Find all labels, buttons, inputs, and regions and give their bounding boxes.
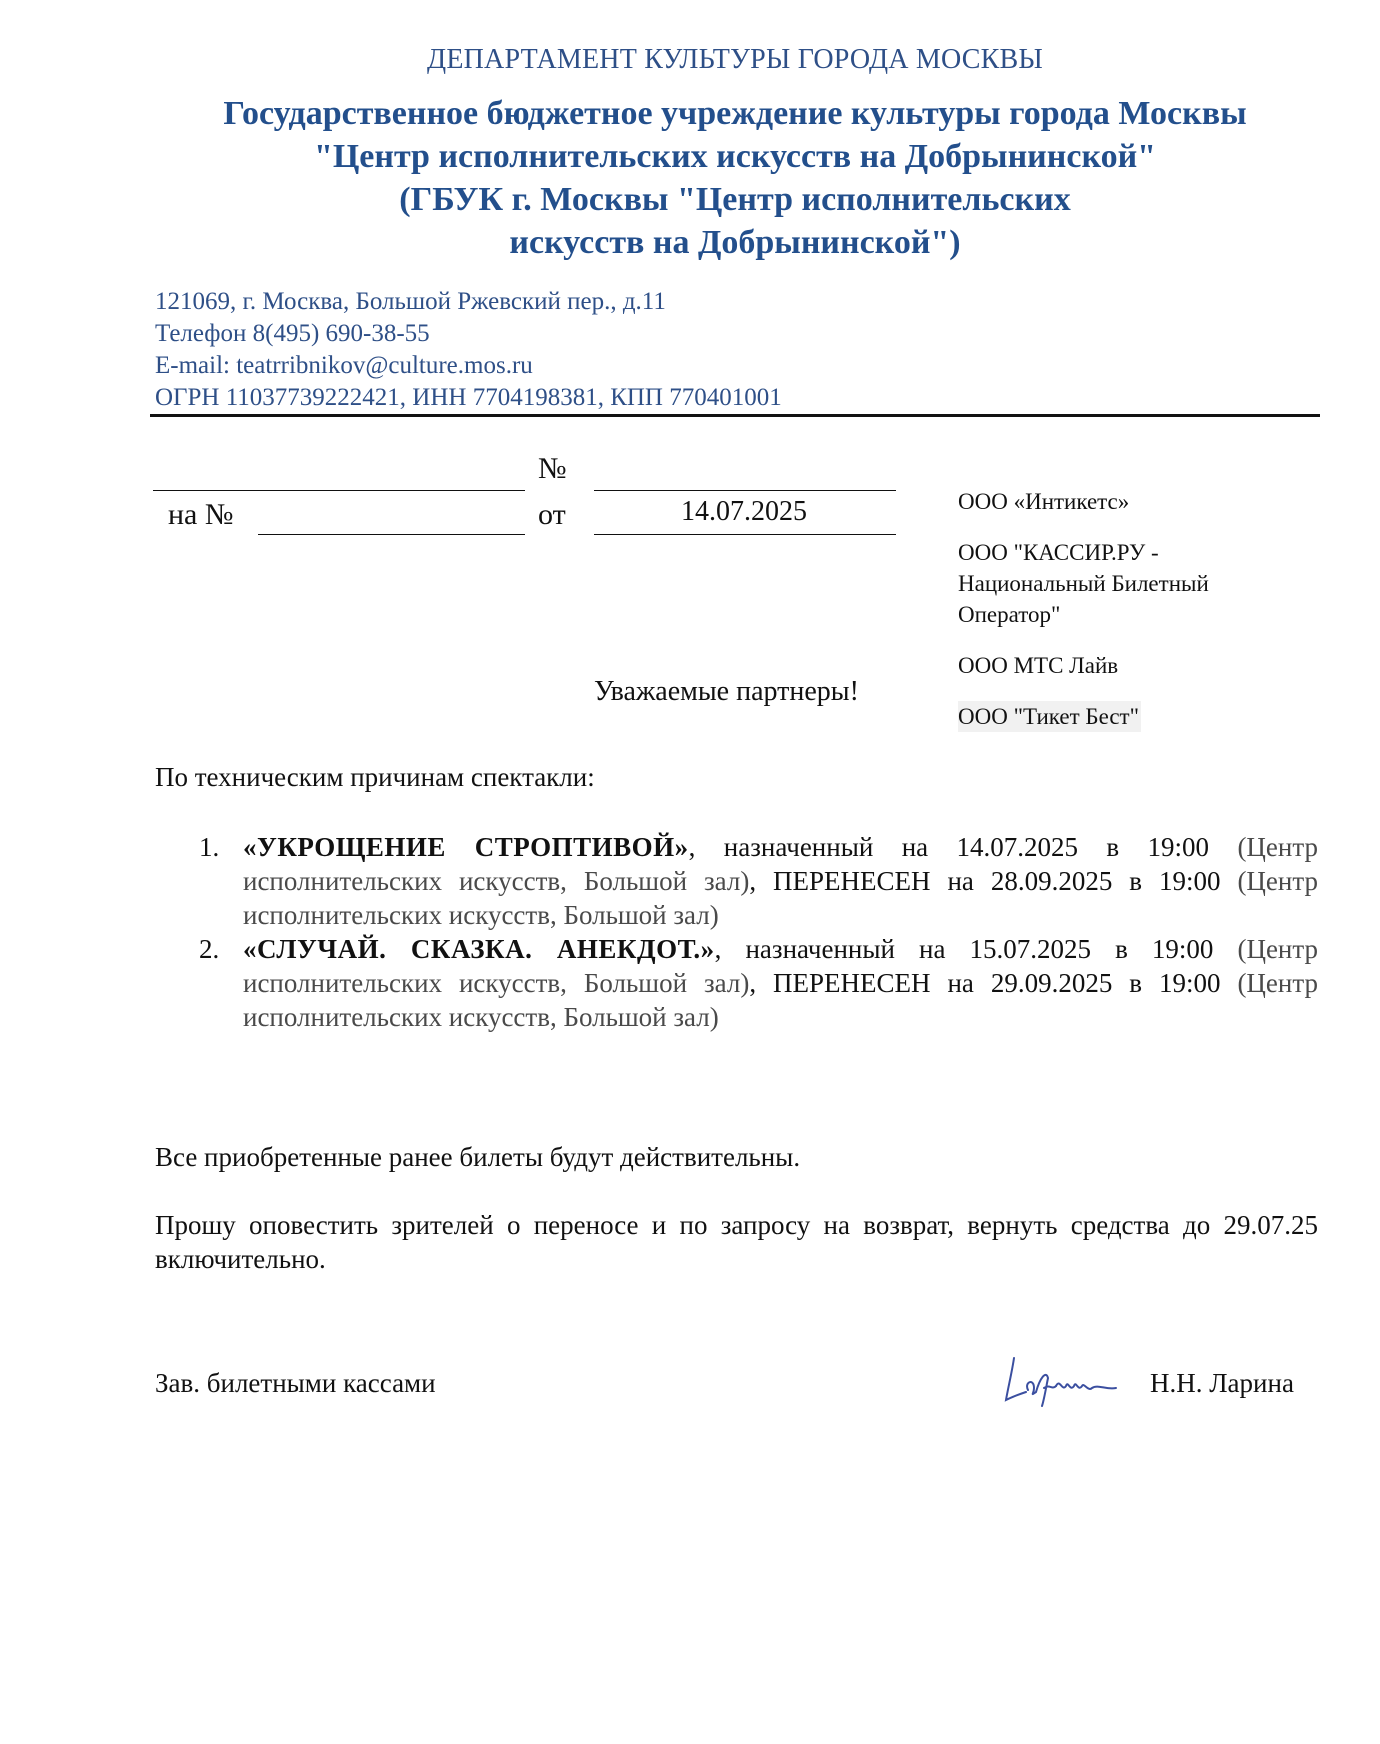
recipient: ООО "КАССИР.РУ - Национальный Билетный Оператор" <box>958 540 1209 627</box>
outgoing-number-value-line <box>594 490 896 491</box>
performance-list <box>155 830 1318 1034</box>
registration-ids-line: ОГРН 11037739222421, ИНН 7704198381, КПП 770401001 <box>155 384 782 411</box>
letterhead-divider <box>150 414 1320 417</box>
original-venue: (Центр исполнительских искусств, Большой зал) <box>243 934 1319 998</box>
signer-position: Зав. билетными кассами <box>155 1368 436 1398</box>
rescheduled-text: , ПЕРЕНЕСЕН на 29.09.2025 в 19:00 <box>749 968 1238 998</box>
recipient: ООО МТС Лайв <box>958 653 1119 678</box>
signer-name: Н.Н. Ларина <box>1150 1368 1294 1398</box>
performance-title: «УКРОЩЕНИЕ СТРОПТИВОЙ» <box>243 832 689 862</box>
new-venue: (Центр исполнительских искусств, Большой зал) <box>243 968 1318 1032</box>
organization-title <box>0 92 1380 264</box>
date-line <box>594 534 896 535</box>
list-item-number: 1. <box>199 832 220 862</box>
recipients-block <box>958 486 1278 752</box>
date-label: от <box>538 498 566 531</box>
outgoing-number-line <box>153 490 525 491</box>
handwritten-signature <box>1000 1348 1120 1410</box>
organization-title-line: "Центр исполнительских искусств на Добрынинской" <box>313 138 1157 175</box>
organization-title-line: (ГБУК г. Москвы "Центр исполнительских <box>399 181 1071 218</box>
tickets-validity-paragraph: Все приобретенные ранее билеты будут действительны. <box>155 1142 801 1172</box>
recipient: ООО «Интикетс» <box>958 489 1130 514</box>
organization-title-line: Государственное бюджетное учреждение культуры города Москвы <box>223 95 1247 132</box>
list-item <box>155 830 1318 932</box>
scheduled-text: , назначенный на 15.07.2025 в 19:00 <box>714 934 1238 964</box>
intro-paragraph: По техническим причинам спектакли: <box>155 762 595 792</box>
email-line: E-mail: teatrribnikov@culture.mos.ru <box>155 352 533 379</box>
reference-number-line <box>258 534 525 535</box>
refund-request-paragraph: Прошу оповестить зрителей о переносе и по запросу на возврат, вернуть средства до 29.07.25 включительно. <box>155 1210 1318 1274</box>
contact-block <box>155 286 782 414</box>
list-item <box>155 932 1318 1034</box>
address-line: 121069, г. Москва, Большой Ржевский пер., д.11 <box>155 288 666 315</box>
department-name: ДЕПАРТАМЕНТ КУЛЬТУРЫ ГОРОДА МОСКВЫ <box>427 44 1043 75</box>
scheduled-text: , назначенный на 14.07.2025 в 19:00 <box>688 832 1238 862</box>
phone-line: Телефон 8(495) 690-38-55 <box>155 320 430 347</box>
number-label: № <box>538 452 567 485</box>
new-venue: (Центр исполнительских искусств, Большой зал) <box>243 866 1318 930</box>
document-date: 14.07.2025 <box>681 496 807 527</box>
original-venue: (Центр исполнительских искусств, Большой зал) <box>243 832 1318 896</box>
organization-title-line: искусств на Добрынинской") <box>509 224 961 261</box>
reference-number-label: на № <box>168 498 234 531</box>
performance-title: «СЛУЧАЙ. СКАЗКА. АНЕКДОТ.» <box>243 934 715 964</box>
greeting: Уважаемые партнеры! <box>594 676 859 707</box>
list-item-number: 2. <box>199 934 220 964</box>
rescheduled-text: , ПЕРЕНЕСЕН на 28.09.2025 в 19:00 <box>749 866 1238 896</box>
recipient: ООО "Тикет Бест" <box>958 701 1141 732</box>
